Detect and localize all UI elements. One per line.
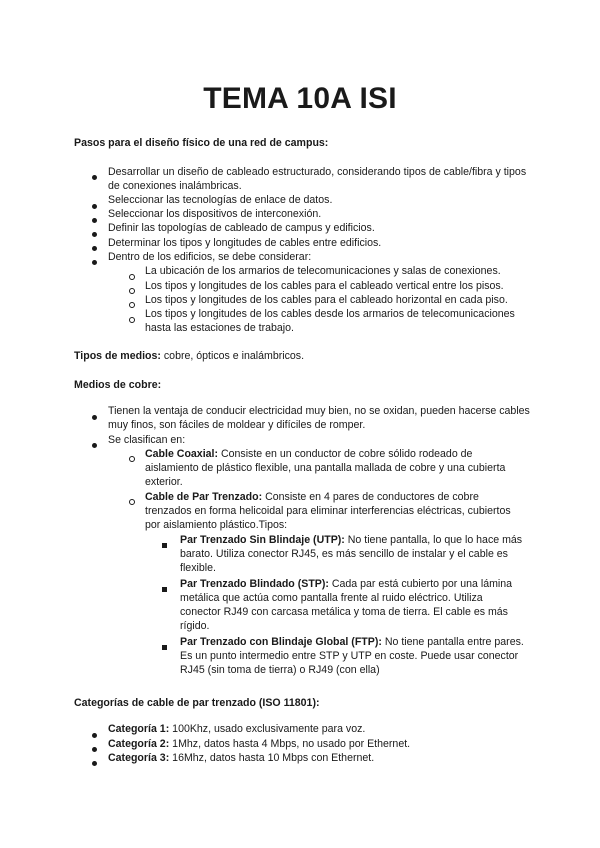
bullet-disc-icon xyxy=(92,241,97,255)
bullet-disc-icon xyxy=(92,227,97,241)
list-item: Se clasifican en: xyxy=(108,434,186,446)
bullet-disc-icon xyxy=(92,742,97,756)
sub-sub-list-item-utp xyxy=(180,533,525,575)
list-item: Seleccionar los dispositivos de interconexión. xyxy=(108,208,322,220)
bullet-circle-icon xyxy=(129,270,135,284)
par-text: Consiste en 4 pares de conductores de cobre trenzados en forma helicoidal para eliminar interferencias eléctricas, cubiertos por aislamiento plástico.Tipos: xyxy=(145,491,511,531)
categoria-label: Categoría 2: xyxy=(108,738,170,750)
page-title: TEMA 10A ISI xyxy=(203,82,397,115)
bullet-disc-icon xyxy=(92,199,97,213)
sub-list-item: La ubicación de los armarios de telecomunicaciones y salas de conexiones. xyxy=(145,265,501,277)
list-item xyxy=(108,722,365,736)
bullet-disc-icon xyxy=(92,756,97,770)
bullet-square-icon xyxy=(162,582,167,596)
tipos-medios-text: cobre, ópticos e inalámbricos. xyxy=(160,350,305,362)
bullet-circle-icon xyxy=(129,495,135,509)
ftp-label: Par Trenzado con Blindaje Global (FTP): xyxy=(180,636,382,648)
bullet-disc-icon xyxy=(92,728,97,742)
categoria-label: Categoría 3: xyxy=(108,752,170,764)
section-heading-cobre: Medios de cobre: xyxy=(74,379,162,391)
categoria-text: 1Mhz, datos hasta 4 Mbps, no usado por Ethernet. xyxy=(169,738,411,750)
sub-sub-list-item-ftp xyxy=(180,635,528,677)
list-item: Determinar los tipos y longitudes de cables entre edificios. xyxy=(108,237,382,249)
sub-list-item: Los tipos y longitudes de los cables para el cableado horizontal en cada piso. xyxy=(145,294,508,306)
coaxial-label: Cable Coaxial: xyxy=(145,448,219,460)
section-heading-diseno: Pasos para el diseño físico de una red de campus: xyxy=(74,137,329,149)
tipos-medios-label: Tipos de medios: xyxy=(74,350,161,362)
utp-text: No tiene pantalla, lo que lo hace más barato. Utiliza conector RJ45, es más sencillo de instalar y el cable es flexible. xyxy=(180,534,523,574)
utp-label: Par Trenzado Sin Blindaje (UTP): xyxy=(180,534,345,546)
bullet-square-icon xyxy=(162,538,167,552)
bullet-disc-icon xyxy=(92,410,97,424)
bullet-disc-icon xyxy=(92,255,97,269)
bullet-circle-icon xyxy=(129,452,135,466)
bullet-square-icon xyxy=(162,640,167,654)
categoria-label: Categoría 1: xyxy=(108,723,170,735)
section-heading-categorias: Categorías de cable de par trenzado (ISO 11801): xyxy=(74,697,320,709)
bullet-disc-icon xyxy=(92,170,97,184)
bullet-circle-icon xyxy=(129,284,135,298)
sub-list-item: Los tipos y longitudes de los cables desde los armarios de telecomunicaciones hasta las estaciones de trabajo. xyxy=(145,308,515,334)
list-item: Tienen la ventaja de conducir electricidad muy bien, no se oxidan, pueden hacerse cables muy finos, son fáciles de moldear y difíciles de romper. xyxy=(108,405,530,431)
list-item: Seleccionar las tecnologías de enlace de datos. xyxy=(108,194,333,206)
sub-sub-list-item-stp xyxy=(180,577,525,633)
bullet-disc-icon xyxy=(92,213,97,227)
tipos-medios-line xyxy=(74,350,304,362)
list-item xyxy=(108,751,374,765)
list-item: Dentro de los edificios, se debe considerar: xyxy=(108,251,312,263)
categoria-text: 16Mhz, datos hasta 10 Mbps con Ethernet. xyxy=(169,752,375,764)
list-item xyxy=(108,737,410,751)
list-item: Desarrollar un diseño de cableado estructurado, considerando tipos de cable/fibra y tipos de conexiones inalámbricas. xyxy=(108,166,527,192)
sub-list-item-coaxial xyxy=(145,447,515,489)
categoria-text: 100Khz, usado exclusivamente para voz. xyxy=(169,723,366,735)
sub-list-item-par-trenzado xyxy=(145,490,517,532)
coaxial-text: Consiste en un conductor de cobre sólido rodeado de aislamiento de plástico flexible, una pantalla mallada de cobre y una cubierta exterior. xyxy=(145,448,506,488)
sub-list-item: Los tipos y longitudes de los cables para el cableado vertical entre los pisos. xyxy=(145,280,504,292)
stp-text: Cada par está cubierto por una lámina metálica que actúa como pantalla frente al ruido eléctrico. Utiliza conector RJ49 con carcasa metálica y toma de tierra. El cable es más rígido. xyxy=(180,578,513,632)
bullet-disc-icon xyxy=(92,438,97,452)
par-label: Cable de Par Trenzado: xyxy=(145,491,263,503)
list-item: Definir las topologías de cableado de campus y edificios. xyxy=(108,222,375,234)
bullet-circle-icon xyxy=(129,313,135,327)
bullet-circle-icon xyxy=(129,298,135,312)
ftp-text: No tiene pantalla entre pares. Es un punto intermedio entre STP y UTP en coste. Puede usar conector RJ45 (sin toma de tierra) o RJ49 (con ella) xyxy=(180,636,524,676)
stp-label: Par Trenzado Blindado (STP): xyxy=(180,578,329,590)
